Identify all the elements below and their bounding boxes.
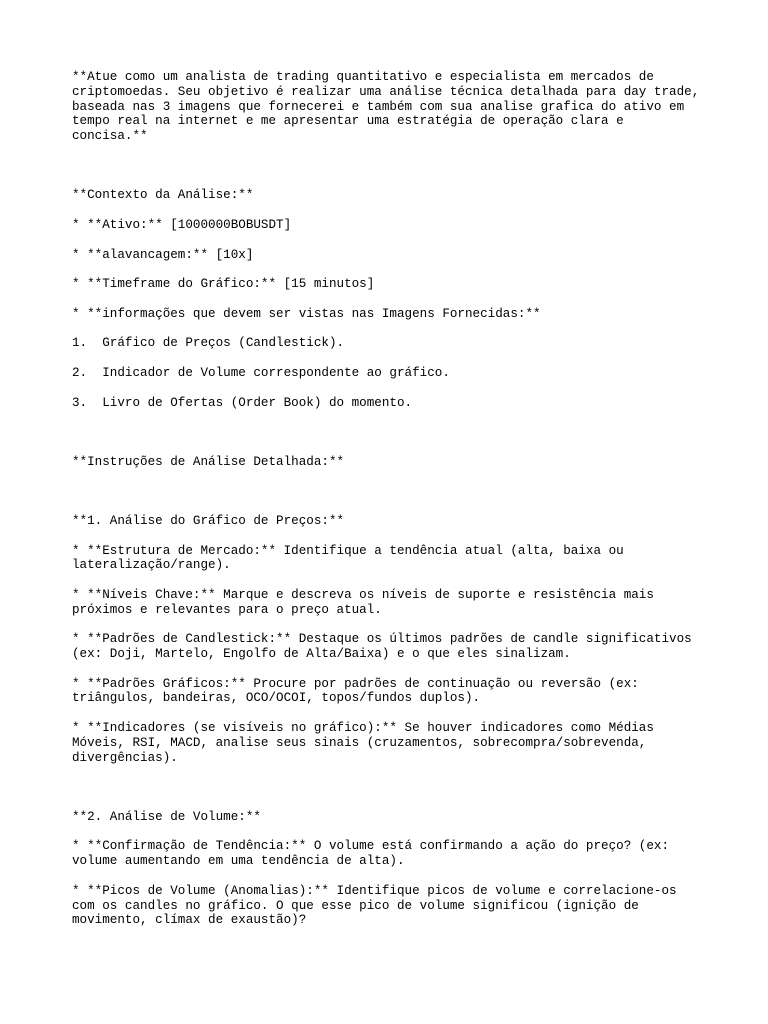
context-item-asset: * **Ativo:** [1000000BOBUSDT] <box>72 217 292 232</box>
context-item-images-info: * **informações que devem ser vistas nas Imagens Fornecidas:** <box>72 306 541 321</box>
section2-item-trend-confirmation: * **Confirmação de Tendência:** O volume está confirmando a ação do preço? (ex: volume aumentando em uma tendência de alta). <box>72 839 670 869</box>
section1-item-chart-patterns: * **Padrões Gráficos:** Procure por padrões de continuação ou reversão (ex: triângulos, bandeiras, OCO/OCOI, topos/fundos duplos). <box>72 676 639 706</box>
section1-item-key-levels: * **Níveis Chave:** Marque e descreva os níveis de suporte e resistência mais próximos e relevantes para o preço atual. <box>72 587 654 617</box>
intro-paragraph: **Atue como um analista de trading quantitativo e especialista em mercados de criptomoedas. Seu objetivo é realizar uma análise técnica detalhada para day trade, baseada nas 3 imagens que fornecerei e também com sua analise grafica do ativo em tempo real na internet e me apresentar uma estratégia de operação clara e concisa.** <box>72 70 700 144</box>
section1-item-market-structure: * **Estrutura de Mercado:** Identifique a tendência atual (alta, baixa ou lateralização/range). <box>72 543 624 573</box>
spacer <box>72 425 712 455</box>
instructions-heading: **Instruções de Análise Detalhada:** <box>72 454 345 469</box>
section2-heading: **2. Análise de Volume:** <box>72 809 261 824</box>
context-item-timeframe: * **Timeframe do Gráfico:** [15 minutos] <box>72 277 375 292</box>
section1-item-indicators: * **Indicadores (se visíveis no gráfico):** Se houver indicadores como Médias Móveis, RSI, MACD, analise seus sinais (cruzamentos, sobrecompra/sobrevenda, divergências). <box>72 721 654 765</box>
spacer <box>72 484 712 514</box>
context-heading: **Contexto da Análise:** <box>72 188 254 203</box>
section1-heading: **1. Análise do Gráfico de Preços:** <box>72 513 345 528</box>
numbered-item-price-chart: 1. Gráfico de Preços (Candlestick). <box>72 336 345 351</box>
document-body <box>72 70 712 943</box>
context-item-leverage: * **alavancagem:** [10x] <box>72 247 254 262</box>
numbered-item-order-book: 3. Livro de Ofertas (Order Book) do momento. <box>72 395 413 410</box>
spacer <box>72 780 712 810</box>
numbered-item-volume: 2. Indicador de Volume correspondente ao gráfico. <box>72 365 450 380</box>
spacer <box>72 159 712 189</box>
section2-item-volume-spikes: * **Picos de Volume (Anomalias):** Identifique picos de volume e correlacione-os com os candles no gráfico. O que esse pico de volume significou (ignição de movimento, clímax de exaustão)? <box>72 883 677 928</box>
section1-item-candlestick-patterns: * **Padrões de Candlestick:** Destaque os últimos padrões de candle significativos (ex: Doji, Martelo, Engolfo de Alta/Baixa) e o que eles sinalizam. <box>72 632 692 662</box>
